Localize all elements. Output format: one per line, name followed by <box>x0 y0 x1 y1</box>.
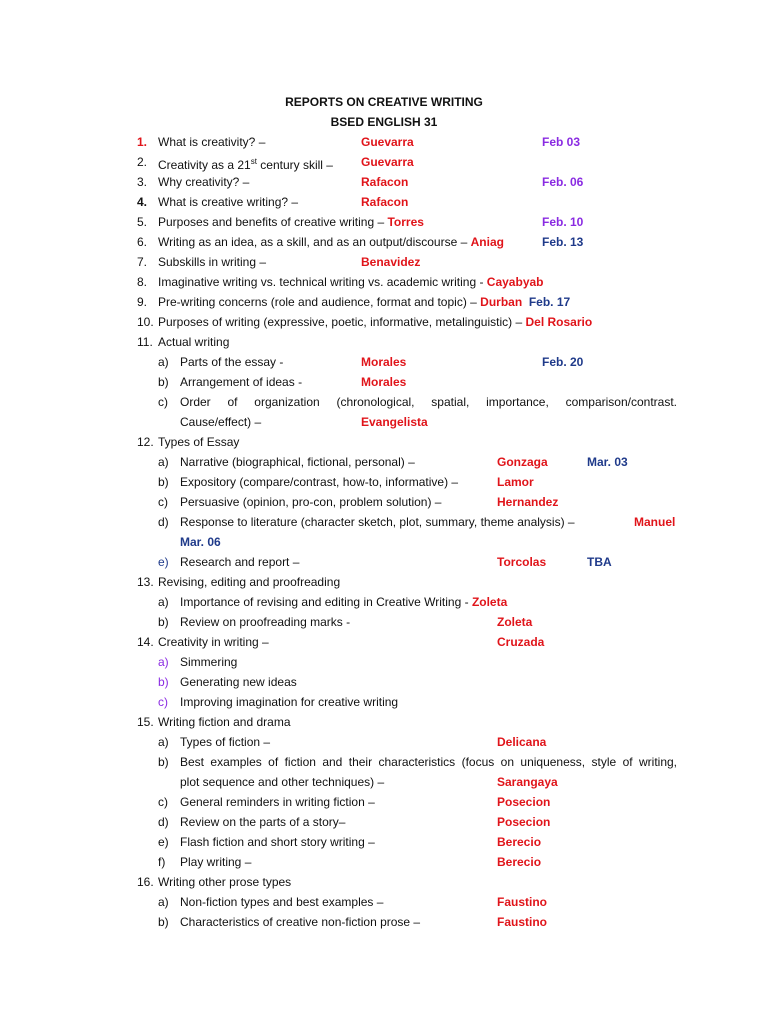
sub-item <box>0 852 768 872</box>
item-text <box>158 232 504 252</box>
reporter-name: Hernandez <box>497 495 559 509</box>
sub-item-letter: c) <box>158 495 168 509</box>
title-line-1: REPORTS ON CREATIVE WRITING <box>285 95 483 109</box>
superscript: st <box>250 157 257 166</box>
sub-item-letter: c) <box>158 695 168 709</box>
reporter-name: Aniag <box>470 235 504 249</box>
list-item <box>0 172 768 192</box>
sub-item-text: Response to literature (character sketch, plot, summary, theme analysis) – <box>180 515 575 529</box>
sub-item <box>0 832 768 852</box>
reporter-name: Guevarra <box>361 155 414 169</box>
sub-item-text: Best examples of fiction and their characteristics (focus on uniqueness, style of writing, <box>180 755 677 769</box>
document-subtitle <box>0 112 768 132</box>
report-date: Mar. 03 <box>587 455 628 469</box>
sub-item <box>0 372 768 392</box>
document-title <box>0 92 768 112</box>
reporter-name: Delicana <box>497 735 547 749</box>
reporter-name: Zoleta <box>497 615 533 629</box>
item-text: Why creativity? – <box>158 175 250 189</box>
report-date: Feb. 10 <box>542 215 584 229</box>
sub-item <box>0 892 768 912</box>
title-line-2: BSED ENGLISH 31 <box>330 115 438 129</box>
sub-item-letter: b) <box>158 475 169 489</box>
report-date: Feb. 20 <box>542 355 584 369</box>
sub-item-letter: b) <box>158 375 169 389</box>
sub-item-text-part: Importance of revising and editing in Creative Writing - <box>180 595 469 609</box>
sub-item <box>0 512 768 532</box>
item-text: What is creativity? – <box>158 135 266 149</box>
reporter-name: Morales <box>361 375 407 389</box>
sub-item <box>0 472 768 492</box>
sub-item-text: Play writing – <box>180 855 252 869</box>
sub-item-letter: d) <box>158 815 169 829</box>
list-item <box>0 332 768 352</box>
item-number: 6. <box>137 235 148 249</box>
sub-item-text: Review on the parts of a story– <box>180 815 346 829</box>
item-text-part: Imaginative writing vs. technical writing vs. academic writing - <box>158 275 484 289</box>
reporter-name: Del Rosario <box>525 315 593 329</box>
sub-item-letter: e) <box>158 835 169 849</box>
item-text: Writing other prose types <box>158 875 292 889</box>
report-date: Mar. 06 <box>180 535 221 549</box>
list-item <box>0 232 768 252</box>
reporter-name: Berecio <box>497 835 542 849</box>
reporter-name: Posecion <box>497 815 551 829</box>
item-text-part: Writing as an idea, as a skill, and as an output/discourse – <box>158 235 468 249</box>
list-item <box>0 572 768 592</box>
list-item <box>0 192 768 212</box>
list-item <box>0 872 768 892</box>
item-text: Creativity in writing – <box>158 635 269 649</box>
item-text: Actual writing <box>158 335 230 349</box>
sub-item-continuation <box>0 532 768 552</box>
reporter-name: Morales <box>361 355 407 369</box>
sub-item-letter: a) <box>158 355 169 369</box>
item-text-part: Pre-writing concerns (role and audience, format and topic) – <box>158 295 477 309</box>
report-date: Feb 03 <box>542 135 581 149</box>
list-item <box>0 632 768 652</box>
item-text: Writing fiction and drama <box>158 715 291 729</box>
reporter-name: Cruzada <box>497 635 545 649</box>
sub-item-text: Generating new ideas <box>180 675 297 689</box>
sub-item <box>0 452 768 472</box>
sub-item-letter: b) <box>158 915 169 929</box>
item-number: 15. <box>137 715 154 729</box>
sub-item <box>0 792 768 812</box>
sub-item <box>0 652 768 672</box>
list-item <box>0 432 768 452</box>
sub-item <box>0 592 768 612</box>
sub-item <box>0 612 768 632</box>
sub-item-text: Review on proofreading marks - <box>180 615 351 629</box>
item-number: 10. <box>137 315 154 329</box>
reporter-name: Berecio <box>497 855 542 869</box>
list-item <box>0 292 768 312</box>
sub-item-letter: a) <box>158 895 169 909</box>
reporter-name: Rafacon <box>361 175 409 189</box>
item-number: 9. <box>137 295 148 309</box>
sub-item-text: Research and report – <box>180 555 300 569</box>
item-number: 13. <box>137 575 154 589</box>
sub-item <box>0 352 768 372</box>
sub-item <box>0 492 768 512</box>
list-item <box>0 312 768 332</box>
reporter-name: Evangelista <box>361 415 428 429</box>
sub-item-text: Characteristics of creative non-fiction prose – <box>180 915 421 929</box>
sub-item-continuation <box>0 412 768 432</box>
item-number: 12. <box>137 435 154 449</box>
list-item <box>0 212 768 232</box>
item-text-part: Creativity as a 21 <box>158 158 251 172</box>
item-text-part: century skill – <box>256 158 333 172</box>
item-number: 11. <box>137 335 153 349</box>
sub-item <box>0 912 768 932</box>
reporter-name: Rafacon <box>361 195 409 209</box>
sub-item <box>0 692 768 712</box>
sub-item <box>0 552 768 572</box>
sub-item-text: Arrangement of ideas - <box>180 375 303 389</box>
sub-item-text: Types of fiction – <box>180 735 271 749</box>
sub-item-text: Non-fiction types and best examples – <box>180 895 384 909</box>
sub-item-text: Improving imagination for creative writing <box>180 695 399 709</box>
sub-item-text: Parts of the essay - <box>180 355 284 369</box>
reporter-name: Torres <box>387 215 424 229</box>
reporter-name: Manuel <box>634 515 676 529</box>
item-number: 16. <box>137 875 154 889</box>
sub-item-letter: a) <box>158 455 169 469</box>
sub-item-text: Flash fiction and short story writing – <box>180 835 375 849</box>
list-item <box>0 152 768 172</box>
item-text: Revising, editing and proofreading <box>158 575 341 589</box>
sub-item-text: General reminders in writing fiction – <box>180 795 375 809</box>
item-text <box>158 292 570 312</box>
sub-item-letter: b) <box>158 755 169 769</box>
item-number: 4. <box>137 195 148 209</box>
reporter-name: Gonzaga <box>497 455 548 469</box>
reporter-name: Torcolas <box>497 555 547 569</box>
list-item <box>0 712 768 732</box>
reporter-name: Sarangaya <box>497 775 558 789</box>
sub-item-letter: b) <box>158 675 169 689</box>
item-text: What is creative writing? – <box>158 195 299 209</box>
sub-item <box>0 672 768 692</box>
reporter-name: Durban <box>480 295 523 309</box>
item-text <box>158 272 544 292</box>
reporter-name: Faustino <box>497 895 547 909</box>
sub-item <box>0 392 768 412</box>
report-date: Feb. 06 <box>542 175 584 189</box>
reporter-name: Faustino <box>497 915 547 929</box>
item-number: 1. <box>137 135 148 149</box>
sub-item <box>0 732 768 752</box>
item-text-part: Purposes and benefits of creative writing – <box>158 215 385 229</box>
sub-item-text: Expository (compare/contrast, how-to, informative) – <box>180 475 459 489</box>
reporter-name: Lamor <box>497 475 534 489</box>
sub-item-text <box>180 592 507 612</box>
sub-item-letter: f) <box>158 855 166 869</box>
item-text: Types of Essay <box>158 435 240 449</box>
list-item <box>0 132 768 152</box>
item-number: 7. <box>137 255 148 269</box>
sub-item-letter: c) <box>158 795 168 809</box>
sub-item-text: Order of organization (chronological, spatial, importance, comparison/contrast. <box>180 395 677 409</box>
item-text <box>158 312 592 332</box>
item-number: 5. <box>137 215 148 229</box>
sub-item-text: Cause/effect) – <box>180 415 262 429</box>
sub-item-letter: b) <box>158 615 169 629</box>
list-item <box>0 272 768 292</box>
item-text: Subskills in writing – <box>158 255 267 269</box>
sub-item-letter: a) <box>158 595 169 609</box>
item-number: 14. <box>137 635 154 649</box>
reporter-name: Cayabyab <box>486 275 544 289</box>
sub-item <box>0 812 768 832</box>
reporter-name: Guevarra <box>361 135 414 149</box>
sub-item-text: Narrative (biographical, fictional, personal) – <box>180 455 415 469</box>
item-text <box>158 212 424 232</box>
sub-item-letter: a) <box>158 655 169 669</box>
sub-item-letter: a) <box>158 735 169 749</box>
item-number: 3. <box>137 175 148 189</box>
sub-item-text: Simmering <box>180 655 238 669</box>
sub-item <box>0 752 768 772</box>
sub-item-text: plot sequence and other techniques) – <box>180 775 385 789</box>
item-number: 2. <box>137 155 148 169</box>
sub-item-continuation <box>0 772 768 792</box>
report-date: Feb. 13 <box>542 235 584 249</box>
reporter-name: Benavidez <box>361 255 421 269</box>
list-item <box>0 252 768 272</box>
item-number: 8. <box>137 275 148 289</box>
sub-item-letter: d) <box>158 515 169 529</box>
sub-item-letter: c) <box>158 395 168 409</box>
item-text-part: Purposes of writing (expressive, poetic, informative, metalinguistic) – <box>158 315 523 329</box>
report-date: Feb. 17 <box>528 295 571 309</box>
sub-item-letter: e) <box>158 555 169 569</box>
sub-item-text: Persuasive (opinion, pro-con, problem solution) – <box>180 495 442 509</box>
reporter-name: Posecion <box>497 795 551 809</box>
report-date: TBA <box>587 555 612 569</box>
reporter-name: Zoleta <box>471 595 508 609</box>
